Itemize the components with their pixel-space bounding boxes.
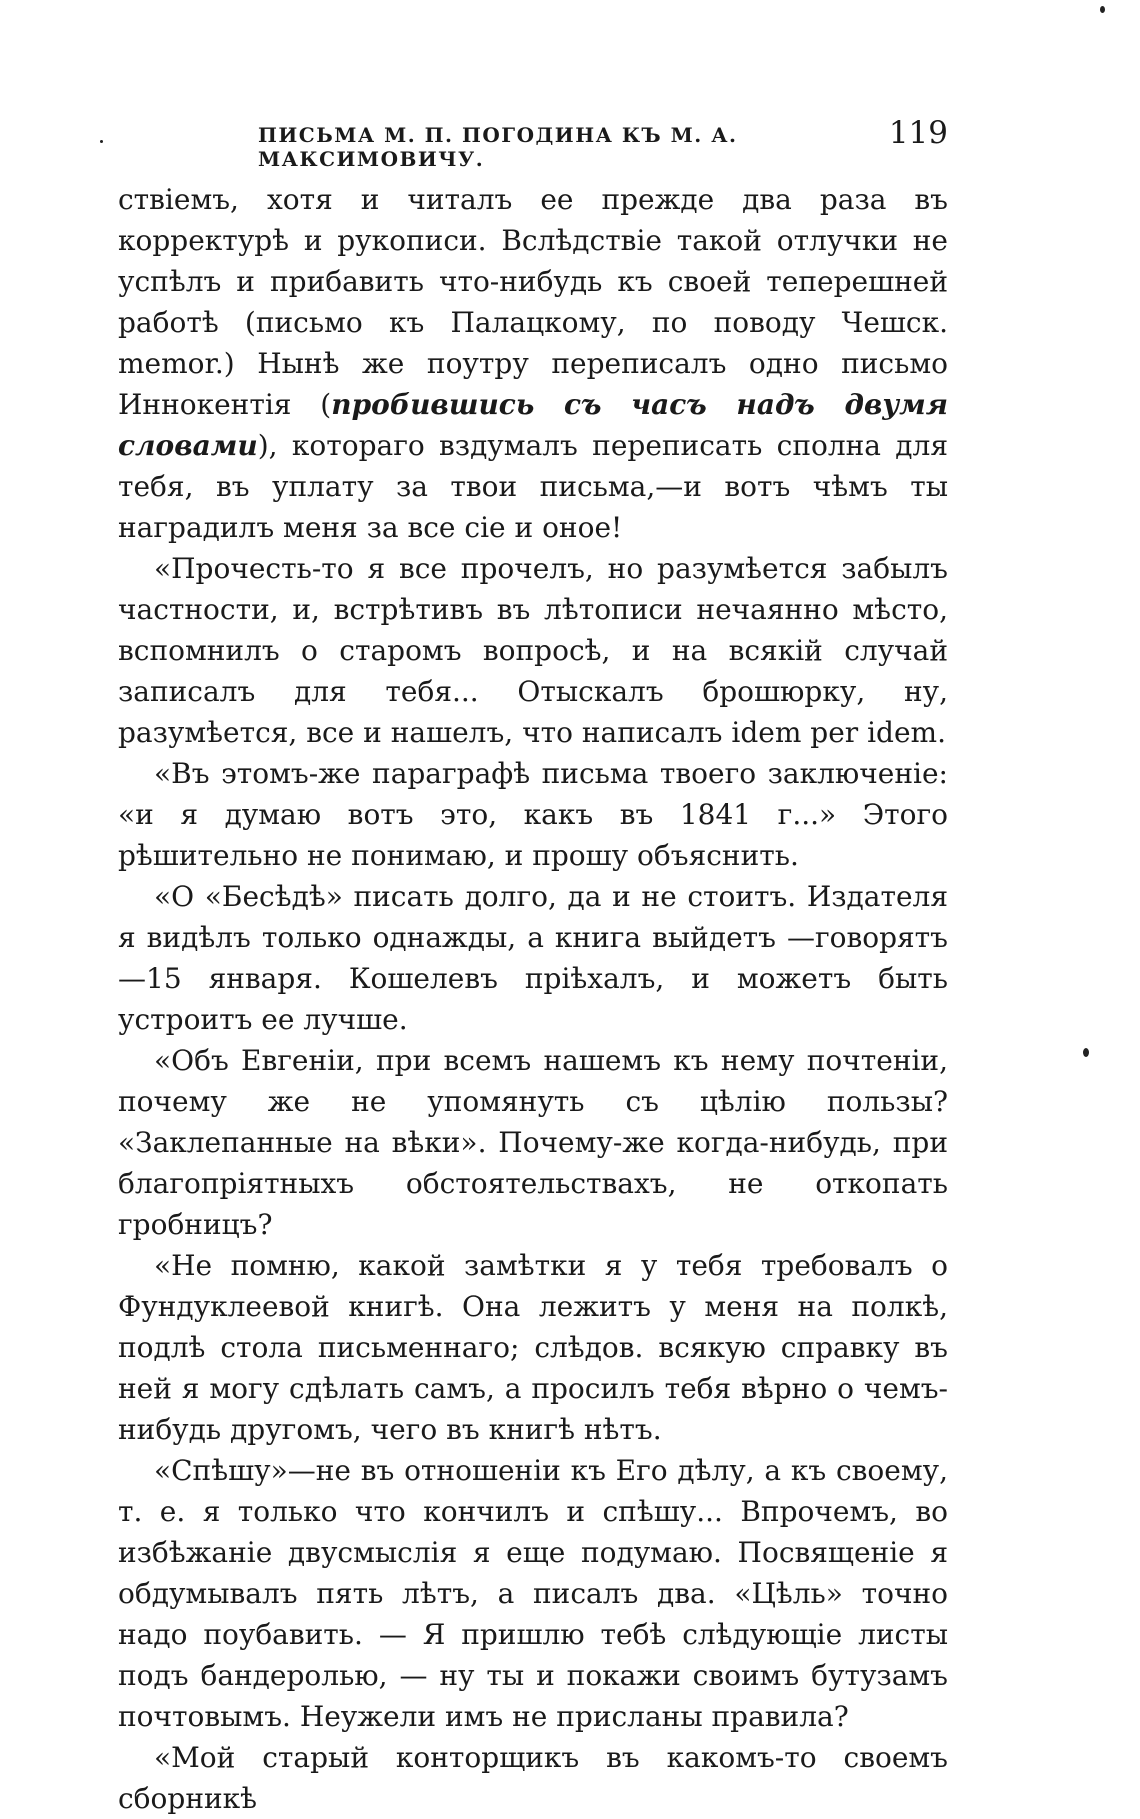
text-segment: «Прочесть-то я все прочелъ, но разумѣется забылъ частности, и, встрѣтивъ въ лѣтописи нечаянно мѣсто, вспомнилъ о старомъ вопросѣ, и на всякій случай записалъ для тебя... Отыскалъ брошюрку, ну, разумѣется, все и нашелъ, что написалъ idem per idem.	[118, 552, 948, 749]
body-text	[118, 179, 948, 1819]
text-segment: «Объ Евгеніи, при всемъ нашемъ къ нему почтеніи, почему же не упомянуть съ цѣлію пользы? «Заклепанные на вѣки». Почему-же когда-нибудь, при благопріятныхъ обстоятельствахъ, не откопать гробницъ?	[118, 1044, 948, 1241]
text-segment: «Мой старый конторщикъ въ какомъ-то своемъ сборникѣ	[118, 1741, 948, 1815]
paragraph	[118, 753, 948, 876]
paragraph	[118, 1245, 948, 1450]
paragraph	[118, 1040, 948, 1245]
running-title: ПИСЬМА М. П. ПОГОДИНА КЪ М. А. МАКСИМОВИЧУ.	[258, 123, 738, 171]
text-segment: ), котораго вздумалъ переписать сполна для тебя, въ уплату за твои письма,—и вотъ чѣмъ ты наградилъ меня за все сіе и оное!	[118, 429, 948, 544]
text-segment: «Спѣшу»—не въ отношеніи къ Его дѣлу, а къ своему, т. е. я только что кончилъ и спѣшу... Впрочемъ, во избѣжаніе двусмыслія я еще подумаю. Посвященіе я обдумывалъ пять лѣтъ, а писалъ два. «Цѣль» точно надо поубавить. — Я пришлю тебѣ слѣдующіе листы подъ бандеролью, — ну ты и покажи своимъ бутузамъ почтовымъ. Неужели имъ не присланы правила?	[118, 1454, 948, 1733]
paragraph	[118, 1450, 948, 1737]
scan-speck	[1100, 6, 1105, 13]
paragraph	[118, 179, 948, 548]
text-segment: «Въ этомъ-же параграфѣ письма твоего заключеніе: «и я думаю вотъ это, какъ въ 1841 г...» Этого рѣшительно не понимаю, и прошу объяснить.	[118, 757, 948, 872]
scan-speck	[100, 140, 103, 143]
text-segment: ствіемъ, хотя и читалъ ее прежде два раза въ корректурѣ и рукописи. Вслѣдствіе такой отлучки не успѣлъ и прибавить что-нибудь къ своей теперешней работѣ (письмо къ Палацкому, по поводу Чешск. memor.) Нынѣ же поутру переписалъ одно письмо Иннокентія (	[118, 183, 948, 421]
scan-speck	[1083, 1048, 1089, 1057]
page-header	[118, 105, 948, 171]
page-number: 119	[888, 115, 948, 151]
book-page	[118, 105, 948, 1819]
paragraph	[118, 1737, 948, 1819]
text-segment: «О «Бесѣдѣ» писать долго, да и не стоитъ. Издателя я видѣлъ только однажды, а книга выйдетъ —говорятъ—15 января. Кошелевъ пріѣхалъ, и можетъ быть устроитъ ее лучше.	[118, 880, 948, 1036]
paragraph	[118, 548, 948, 753]
paragraph	[118, 876, 948, 1040]
text-segment: «Не помню, какой замѣтки я у тебя требовалъ о Фундуклеевой книгѣ. Она лежитъ у меня на полкѣ, подлѣ стола письменнаго; слѣдов. всякую справку въ ней я могу сдѣлать самъ, а просилъ тебя вѣрно о чемъ-нибудь другомъ, чего въ книгѣ нѣтъ.	[118, 1249, 948, 1446]
italic-segment: пробившись съ часъ надъ двумя словами	[118, 388, 949, 462]
